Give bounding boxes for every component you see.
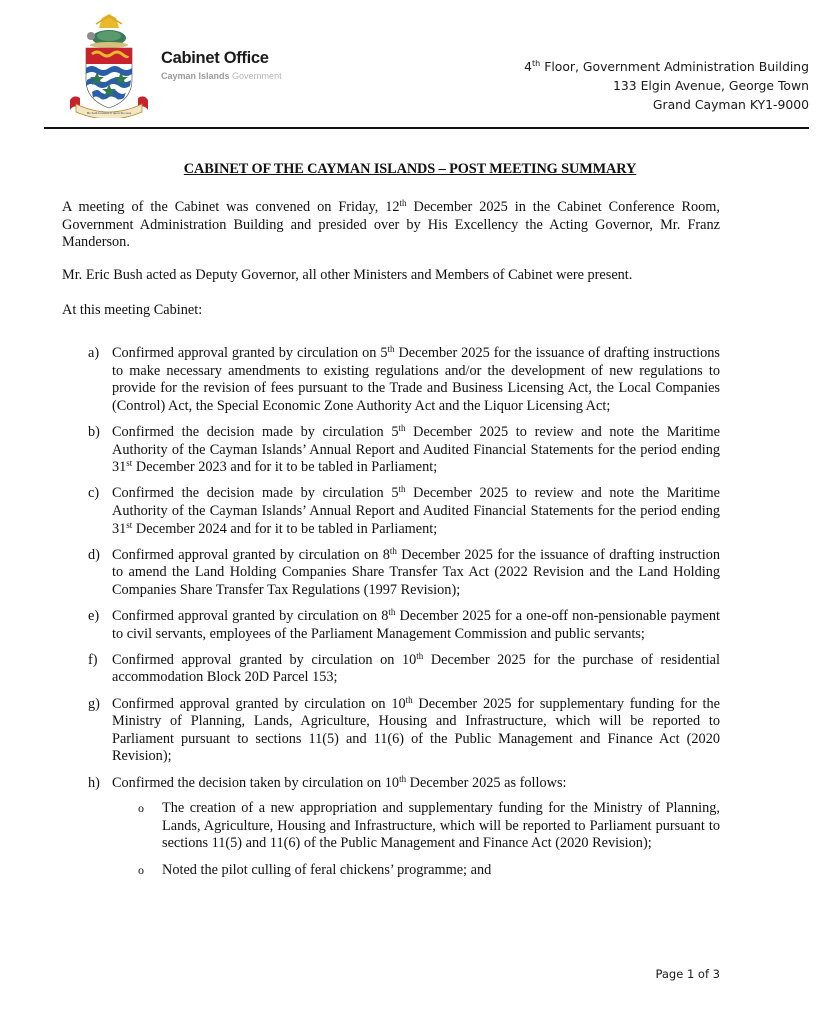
cayman-coat-of-arms-logo bbox=[64, 14, 154, 118]
list-marker: f) bbox=[88, 651, 98, 668]
document-title: CABINET OF THE CAYMAN ISLANDS – POST MEETING SUMMARY bbox=[183, 161, 637, 177]
sub-list bbox=[112, 800, 720, 879]
list-item: e) Confirmed approval granted by circulation on 8th December 2025 for a one-off non-pensionable payment to civil servants, employees of the Parliament Management Commission and public servants; bbox=[88, 607, 720, 642]
list-item: h) Confirmed the decision taken by circulation on 10th December 2025 as follows: o The creation of a new appropriation and supplementary funding for the Ministry of Planning, Lands, Agriculture, Housing and Infrastructure, which will be reported to Parliament pursuant to sections 11(5) and 11(6) of the Public Management and Finance Act (2020 Revision); o Noted the pilot culling of feral chickens’ programme; and bbox=[88, 773, 720, 878]
list-marker: c) bbox=[88, 485, 100, 502]
logo-motto: He hath founded it upon the seas bbox=[86, 111, 132, 115]
brand-name: Cabinet Office bbox=[161, 49, 269, 67]
sub-list-item: o The creation of a new appropriation and supplementary funding for the Ministry of Planning, Lands, Agriculture, Housing and Infrastructure, which will be reported to Parliament pursuant to sections 11(5) and 11(6) of the Public Management and Finance Act (2020 Revision); bbox=[138, 800, 720, 852]
list-intro: At this meeting Cabinet: bbox=[62, 302, 203, 318]
office-address bbox=[449, 57, 809, 114]
hollow-bullet-icon: o bbox=[138, 801, 144, 816]
header-divider bbox=[44, 127, 809, 129]
attendance-paragraph: Mr. Eric Bush acted as Deputy Governor, all other Ministers and Members of Cabinet were present. bbox=[62, 267, 633, 283]
list-marker: d) bbox=[88, 546, 100, 563]
intro-paragraph: A meeting of the Cabinet was convened on Friday, 12th December 2025 in the Cabinet Conference Room, Government Administration Building and presided over by His Excellency the Acting Governor, Mr. Franz Manderson. bbox=[62, 198, 720, 251]
hollow-bullet-icon: o bbox=[138, 862, 144, 877]
brand-subtitle-strong: Cayman Islands bbox=[161, 71, 230, 81]
list-marker: b) bbox=[88, 423, 100, 440]
address-line-2: 133 Elgin Avenue, George Town bbox=[612, 78, 809, 93]
list-item: f) Confirmed approval granted by circulation on 10th December 2025 for the purchase of residential accommodation Block 20D Parcel 153; bbox=[88, 650, 720, 686]
page-number: Page 1 of 3 bbox=[655, 967, 720, 981]
sub-list-item: o Noted the pilot culling of feral chickens’ programme; and bbox=[138, 861, 492, 878]
list-item: d) Confirmed approval granted by circulation on 8th December 2025 for the issuance of drafting instruction to amend the Land Holding Companies Share Transfer Tax Act (2022 Revision and the Land Holding Companies Share Transfer Tax Regulations (1997 Revision); bbox=[88, 545, 720, 598]
brand-subtitle-light: Government bbox=[232, 71, 282, 81]
brand-subtitle bbox=[161, 71, 282, 81]
list-marker: e) bbox=[88, 608, 100, 625]
address-line-3: Grand Cayman KY1-9000 bbox=[652, 97, 809, 112]
list-marker: g) bbox=[88, 695, 100, 712]
decisions-list bbox=[88, 345, 720, 888]
address-line-1: 4th Floor, Government Administration Building bbox=[524, 59, 809, 74]
list-item: c) Confirmed the decision made by circulation 5th December 2025 to review and note the Maritime Authority of the Cayman Islands’ Annual Report and Audited Financial Statements for the period ending 31st December 2024 and for it to be tabled in Parliament; bbox=[88, 484, 720, 537]
list-item: a) Confirmed approval granted by circulation on 5th December 2025 for the issuance of drafting instructions to make necessary amendments to existing regulations and/or the development of new regulations to provide for the revision of fees pursuant to the Trade and Business Licensing Act, the Local Companies (Control) Act, the Special Economic Zone Authority Act and the Liquor Licensing Act; bbox=[88, 344, 720, 414]
list-item: b) Confirmed the decision made by circulation 5th December 2025 to review and note the Maritime Authority of the Cayman Islands’ Annual Report and Audited Financial Statements for the period ending 31st December 2023 and for it to be tabled in Parliament; bbox=[88, 422, 720, 476]
list-marker: h) bbox=[88, 774, 100, 791]
list-item: g) Confirmed approval granted by circulation on 10th December 2025 for supplementary funding for the Ministry of Planning, Lands, Agriculture, Housing and Infrastructure, which will be reported to Parliament pursuant to sections 11(5) and 11(6) of the Public Management and Finance Act (2020 Revision); bbox=[88, 694, 720, 765]
list-marker: a) bbox=[88, 345, 100, 361]
